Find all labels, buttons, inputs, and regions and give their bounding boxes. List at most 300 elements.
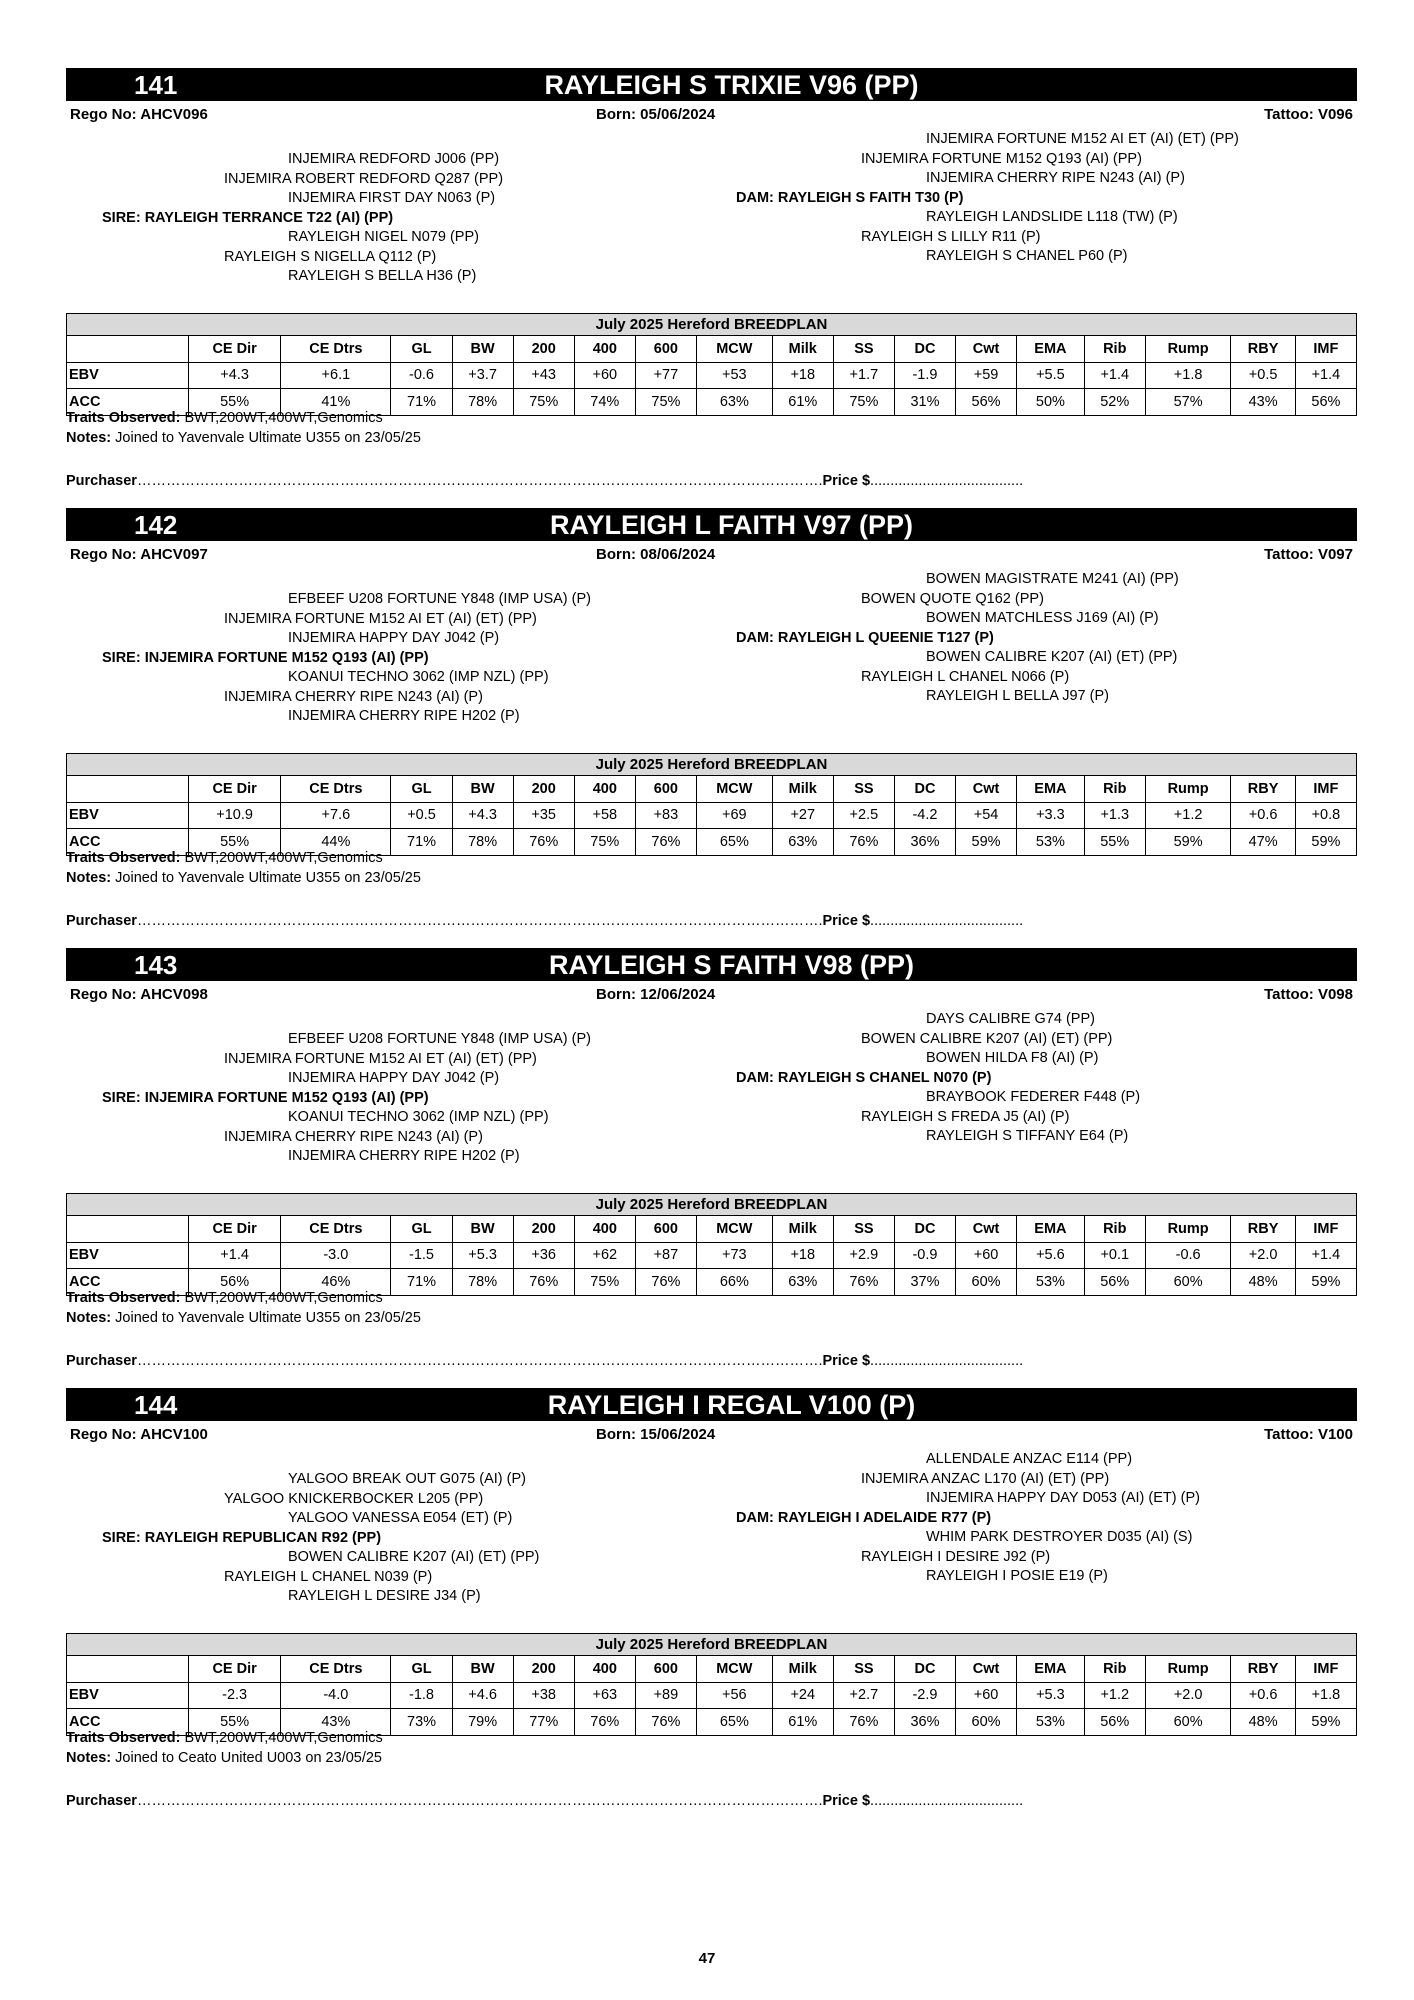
column-header: Cwt	[956, 1656, 1017, 1683]
ebv-cell: +35	[513, 802, 574, 829]
tattoo: Tattoo: V097	[1264, 546, 1353, 563]
dam-ancestor: RAYLEIGH S CHANEL P60 (P)	[926, 248, 1128, 264]
dam-pedigree	[736, 570, 1179, 707]
acc-cell: 50%	[1017, 389, 1085, 416]
column-header: Cwt	[956, 776, 1017, 803]
sire-ancestor: INJEMIRA CHERRY RIPE N243 (AI) (P)	[224, 688, 483, 705]
price-label: Price $	[822, 1793, 871, 1809]
sire-ancestor: RAYLEIGH S NIGELLA Q112 (P)	[224, 248, 437, 265]
column-header: MCW	[696, 776, 772, 803]
ebv-cell: +27	[772, 802, 833, 829]
header-blank	[67, 776, 189, 803]
purchaser-line	[66, 913, 1023, 929]
ebv-cell: +53	[696, 362, 772, 389]
dam-ancestor: BOWEN MATCHLESS J169 (AI) (P)	[926, 610, 1159, 626]
ebv-cell: +43	[513, 362, 574, 389]
ebv-row	[67, 802, 1357, 829]
ebv-cell: +0.6	[1231, 1682, 1295, 1709]
acc-cell: 59%	[1145, 829, 1231, 856]
ebv-cell: +1.3	[1084, 802, 1145, 829]
purchaser-label: Purchaser	[66, 473, 137, 489]
acc-cell: 76%	[513, 1269, 574, 1296]
notes-label: Notes:	[66, 1309, 112, 1326]
acc-cell: 56%	[189, 1269, 281, 1296]
acc-cell: 55%	[189, 829, 281, 856]
acc-cell: 71%	[391, 829, 452, 856]
sire-name: SIRE: RAYLEIGH REPUBLICAN R92 (PP)	[102, 1529, 382, 1546]
traits-notes	[66, 1289, 421, 1328]
acc-cell: 59%	[1295, 1709, 1356, 1736]
column-header: 400	[574, 1216, 635, 1243]
acc-cell: 53%	[1017, 829, 1085, 856]
ebv-label: EBV	[67, 802, 189, 829]
ebv-cell: +1.4	[189, 1242, 281, 1269]
purchaser-blank[interactable]: …………………………………………………………………………………………………………………………….	[136, 473, 823, 489]
ebv-cell: +5.5	[1017, 362, 1085, 389]
column-header: Rump	[1145, 1216, 1231, 1243]
acc-cell: 75%	[574, 829, 635, 856]
price-blank[interactable]: ......................................	[870, 1353, 1024, 1369]
acc-cell: 46%	[281, 1269, 391, 1296]
column-header: IMF	[1295, 336, 1356, 363]
acc-cell: 76%	[833, 1269, 894, 1296]
acc-cell: 79%	[452, 1709, 513, 1736]
ebv-cell: +63	[574, 1682, 635, 1709]
dam-name: DAM: RAYLEIGH S FAITH T30 (P)	[736, 189, 964, 206]
column-header: BW	[452, 776, 513, 803]
ebv-cell: +0.8	[1295, 802, 1356, 829]
ebv-cell: +58	[574, 802, 635, 829]
purchaser-blank[interactable]: …………………………………………………………………………………………………………………………….	[136, 1793, 823, 1809]
dam-ancestor: BOWEN CALIBRE K207 (AI) (ET) (PP)	[861, 1030, 1113, 1047]
acc-cell: 61%	[772, 1709, 833, 1736]
column-header: 600	[635, 776, 696, 803]
dam-ancestor: RAYLEIGH I DESIRE J92 (P)	[861, 1548, 1051, 1565]
ebv-cell: +2.0	[1231, 1242, 1295, 1269]
acc-cell: 78%	[452, 1269, 513, 1296]
traits-label: Traits Observed:	[66, 1730, 181, 1746]
column-header: RBY	[1231, 1216, 1295, 1243]
notes-value: Joined to Yavenvale Ultimate U355 on 23/05/25	[115, 869, 421, 886]
traits-notes	[66, 1729, 383, 1768]
ebv-cell: -1.9	[894, 362, 955, 389]
notes-value: Joined to Yavenvale Ultimate U355 on 23/05/25	[115, 429, 421, 446]
dam-ancestor: INJEMIRA FORTUNE M152 AI ET (AI) (ET) (PP)	[926, 131, 1239, 147]
acc-cell: 55%	[189, 1709, 281, 1736]
acc-cell: 76%	[635, 829, 696, 856]
acc-cell: 36%	[894, 829, 955, 856]
lot-header-bar	[66, 948, 1357, 981]
acc-cell: 76%	[635, 1269, 696, 1296]
ebv-cell: -0.6	[391, 362, 452, 389]
ebv-cell: +4.3	[189, 362, 281, 389]
acc-cell: 56%	[1084, 1269, 1145, 1296]
ebv-cell: +0.5	[1231, 362, 1295, 389]
ebv-label: EBV	[67, 1682, 189, 1709]
notes-line	[66, 869, 421, 889]
ebv-cell: +1.8	[1145, 362, 1231, 389]
acc-cell: 75%	[574, 1269, 635, 1296]
lot-block	[66, 948, 1357, 1386]
acc-cell: 48%	[1231, 1709, 1295, 1736]
sire-ancestor: RAYLEIGH L CHANEL N039 (P)	[224, 1568, 433, 1585]
acc-cell: 63%	[772, 829, 833, 856]
dam-pedigree	[736, 1450, 1200, 1587]
ebv-cell: +6.1	[281, 362, 391, 389]
traits-label: Traits Observed:	[66, 850, 181, 866]
purchaser-line	[66, 1353, 1023, 1369]
sire-pedigree	[102, 1470, 539, 1607]
breedplan-table	[66, 753, 1357, 856]
ebv-cell: +5.3	[452, 1242, 513, 1269]
column-header: 200	[513, 1656, 574, 1683]
column-header: MCW	[696, 1216, 772, 1243]
column-header: 400	[574, 1656, 635, 1683]
sire-ancestor: RAYLEIGH NIGEL N079 (PP)	[288, 229, 479, 245]
acc-cell: 78%	[452, 389, 513, 416]
column-header: 600	[635, 1656, 696, 1683]
column-header: 400	[574, 336, 635, 363]
column-header: CE Dtrs	[281, 1656, 391, 1683]
breedplan-table	[66, 1633, 1357, 1736]
acc-cell: 76%	[513, 829, 574, 856]
column-header: SS	[833, 336, 894, 363]
ebv-cell: +83	[635, 802, 696, 829]
ebv-cell: +7.6	[281, 802, 391, 829]
acc-label: ACC	[67, 829, 189, 856]
acc-cell: 76%	[574, 1709, 635, 1736]
column-header: SS	[833, 776, 894, 803]
ebv-cell: +1.2	[1145, 802, 1231, 829]
column-header: Rump	[1145, 1656, 1231, 1683]
column-header: EMA	[1017, 336, 1085, 363]
price-blank[interactable]: ......................................	[870, 913, 1024, 929]
acc-cell: 56%	[956, 389, 1017, 416]
table-title: July 2025 Hereford BREEDPLAN	[67, 1634, 1357, 1656]
dam-ancestor: RAYLEIGH I POSIE E19 (P)	[926, 1568, 1108, 1584]
acc-cell: 56%	[1084, 1709, 1145, 1736]
column-header: Rib	[1084, 336, 1145, 363]
column-header: Rump	[1145, 776, 1231, 803]
acc-cell: 37%	[894, 1269, 955, 1296]
traits-value: BWT,200WT,400WT,Genomics	[184, 850, 383, 866]
column-header: IMF	[1295, 1656, 1356, 1683]
purchaser-line	[66, 1793, 1023, 1809]
acc-cell: 31%	[894, 389, 955, 416]
notes-line	[66, 429, 421, 449]
column-header: SS	[833, 1216, 894, 1243]
lot-number: 141	[134, 70, 178, 100]
notes-label: Notes:	[66, 429, 112, 446]
ebv-cell: +2.9	[833, 1242, 894, 1269]
lot-number: 142	[134, 510, 178, 540]
ebv-cell: +4.6	[452, 1682, 513, 1709]
ebv-label: EBV	[67, 1242, 189, 1269]
ebv-cell: -1.5	[391, 1242, 452, 1269]
acc-cell: 78%	[452, 829, 513, 856]
page-number: 47	[698, 1950, 716, 1967]
traits-label: Traits Observed:	[66, 410, 181, 426]
acc-label: ACC	[67, 1709, 189, 1736]
ebv-cell: +1.2	[1084, 1682, 1145, 1709]
acc-cell: 57%	[1145, 389, 1231, 416]
column-header: GL	[391, 336, 452, 363]
column-header: GL	[391, 1216, 452, 1243]
column-header: Milk	[772, 776, 833, 803]
dam-ancestor: BRAYBOOK FEDERER F448 (P)	[926, 1089, 1141, 1105]
column-header: CE Dir	[189, 1656, 281, 1683]
animal-name: RAYLEIGH L FAITH V97 (PP)	[549, 510, 914, 540]
column-header: DC	[894, 336, 955, 363]
column-header: Milk	[772, 336, 833, 363]
acc-cell: 48%	[1231, 1269, 1295, 1296]
notes-label: Notes:	[66, 869, 112, 886]
traits-value: BWT,200WT,400WT,Genomics	[184, 1290, 383, 1306]
ebv-row	[67, 362, 1357, 389]
lot-header-bar	[66, 508, 1357, 541]
ebv-cell: +36	[513, 1242, 574, 1269]
dam-name: DAM: RAYLEIGH I ADELAIDE R77 (P)	[736, 1509, 992, 1526]
sire-ancestor: INJEMIRA REDFORD J006 (PP)	[288, 151, 500, 167]
notes-label: Notes:	[66, 1749, 112, 1766]
acc-cell: 60%	[956, 1269, 1017, 1296]
acc-cell: 59%	[1295, 1269, 1356, 1296]
acc-cell: 60%	[956, 1709, 1017, 1736]
sire-ancestor: INJEMIRA CHERRY RIPE H202 (P)	[288, 708, 520, 724]
ebv-cell: +62	[574, 1242, 635, 1269]
dam-ancestor: WHIM PARK DESTROYER D035 (AI) (S)	[926, 1529, 1193, 1545]
dam-ancestor: ALLENDALE ANZAC E114 (PP)	[926, 1451, 1133, 1467]
ebv-cell: +60	[574, 362, 635, 389]
rego-number: Rego No: AHCV100	[70, 1426, 208, 1443]
column-header: RBY	[1231, 336, 1295, 363]
notes-line	[66, 1749, 383, 1769]
acc-cell: 60%	[1145, 1709, 1231, 1736]
purchaser-label: Purchaser	[66, 1353, 137, 1369]
header-blank	[67, 336, 189, 363]
column-header: Rump	[1145, 336, 1231, 363]
column-header: 600	[635, 1216, 696, 1243]
lot-number: 143	[134, 950, 178, 980]
sire-ancestor: INJEMIRA ROBERT REDFORD Q287 (PP)	[224, 170, 504, 187]
lot-block	[66, 1388, 1357, 1826]
acc-cell: 59%	[956, 829, 1017, 856]
acc-cell: 63%	[772, 1269, 833, 1296]
acc-cell: 75%	[635, 389, 696, 416]
sire-ancestor: KOANUI TECHNO 3062 (IMP NZL) (PP)	[288, 1109, 549, 1125]
column-header: RBY	[1231, 776, 1295, 803]
tattoo: Tattoo: V098	[1264, 986, 1353, 1003]
acc-cell: 53%	[1017, 1269, 1085, 1296]
sire-ancestor: RAYLEIGH L DESIRE J34 (P)	[288, 1588, 481, 1604]
traits-line	[66, 849, 421, 869]
ebv-cell: +77	[635, 362, 696, 389]
acc-cell: 76%	[635, 1709, 696, 1736]
purchaser-label: Purchaser	[66, 913, 137, 929]
acc-label: ACC	[67, 1269, 189, 1296]
sire-ancestor: YALGOO KNICKERBOCKER L205 (PP)	[224, 1490, 484, 1507]
acc-cell: 75%	[513, 389, 574, 416]
column-header: BW	[452, 1216, 513, 1243]
column-header: Milk	[772, 1656, 833, 1683]
ebv-row	[67, 1242, 1357, 1269]
ebv-cell: +5.6	[1017, 1242, 1085, 1269]
notes-value: Joined to Ceato United U003 on 23/05/25	[115, 1749, 382, 1766]
ebv-cell: -4.2	[894, 802, 955, 829]
acc-cell: 61%	[772, 389, 833, 416]
acc-cell: 56%	[1295, 389, 1356, 416]
dam-ancestor: INJEMIRA HAPPY DAY D053 (AI) (ET) (P)	[926, 1490, 1200, 1506]
dam-ancestor: RAYLEIGH S LILLY R11 (P)	[861, 228, 1041, 245]
purchaser-blank[interactable]: …………………………………………………………………………………………………………………………….	[136, 1353, 823, 1369]
ebv-cell: +0.5	[391, 802, 452, 829]
column-header: Milk	[772, 1216, 833, 1243]
purchaser-line	[66, 473, 1023, 489]
dam-ancestor: RAYLEIGH L BELLA J97 (P)	[926, 688, 1109, 704]
ebv-cell: +10.9	[189, 802, 281, 829]
notes-line	[66, 1309, 421, 1329]
column-header: Cwt	[956, 1216, 1017, 1243]
acc-cell: 59%	[1295, 829, 1356, 856]
sire-ancestor: EFBEEF U208 FORTUNE Y848 (IMP USA) (P)	[288, 591, 591, 607]
ebv-cell: -3.0	[281, 1242, 391, 1269]
ebv-cell: -2.9	[894, 1682, 955, 1709]
column-header: BW	[452, 336, 513, 363]
ebv-cell: +5.3	[1017, 1682, 1085, 1709]
column-header: Rib	[1084, 776, 1145, 803]
acc-cell: 76%	[833, 1709, 894, 1736]
column-header: Rib	[1084, 1216, 1145, 1243]
column-header: EMA	[1017, 776, 1085, 803]
lot-header-bar	[66, 68, 1357, 101]
column-header: 200	[513, 1216, 574, 1243]
sire-pedigree	[102, 590, 591, 727]
column-header: CE Dtrs	[281, 336, 391, 363]
ebv-cell: +18	[772, 1242, 833, 1269]
ebv-cell: -4.0	[281, 1682, 391, 1709]
ebv-cell: +2.5	[833, 802, 894, 829]
column-header: CE Dtrs	[281, 1216, 391, 1243]
column-header: EMA	[1017, 1216, 1085, 1243]
sire-ancestor: BOWEN CALIBRE K207 (AI) (ET) (PP)	[288, 1549, 540, 1565]
acc-cell: 73%	[391, 1709, 452, 1736]
sire-name: SIRE: INJEMIRA FORTUNE M152 Q193 (AI) (PP)	[102, 1089, 429, 1106]
ebv-cell: +89	[635, 1682, 696, 1709]
column-header: Cwt	[956, 336, 1017, 363]
tattoo: Tattoo: V100	[1264, 1426, 1353, 1443]
sire-ancestor: INJEMIRA FORTUNE M152 AI ET (AI) (ET) (PP)	[224, 610, 537, 627]
column-header: 200	[513, 336, 574, 363]
traits-line	[66, 1289, 421, 1309]
sire-ancestor: KOANUI TECHNO 3062 (IMP NZL) (PP)	[288, 669, 549, 685]
sire-pedigree	[102, 1030, 591, 1167]
ebv-cell: -0.6	[1145, 1242, 1231, 1269]
acc-cell: 66%	[696, 1269, 772, 1296]
ebv-cell: +24	[772, 1682, 833, 1709]
ebv-label: EBV	[67, 362, 189, 389]
lot-block	[66, 68, 1357, 506]
sire-ancestor: INJEMIRA CHERRY RIPE N243 (AI) (P)	[224, 1128, 483, 1145]
dam-ancestor: INJEMIRA FORTUNE M152 Q193 (AI) (PP)	[861, 150, 1142, 167]
acc-cell: 76%	[833, 829, 894, 856]
price-blank[interactable]: ......................................	[870, 1793, 1024, 1809]
column-header: GL	[391, 776, 452, 803]
acc-cell: 55%	[189, 389, 281, 416]
dam-name: DAM: RAYLEIGH S CHANEL N070 (P)	[736, 1069, 992, 1086]
sire-ancestor: INJEMIRA FIRST DAY N063 (P)	[288, 190, 496, 206]
ebv-cell: -2.3	[189, 1682, 281, 1709]
purchaser-label: Purchaser	[66, 1793, 137, 1809]
column-header: Rib	[1084, 1656, 1145, 1683]
dam-ancestor: BOWEN CALIBRE K207 (AI) (ET) (PP)	[926, 649, 1178, 665]
dam-ancestor: RAYLEIGH S FREDA J5 (AI) (P)	[861, 1108, 1070, 1125]
ebv-cell: +18	[772, 362, 833, 389]
dam-pedigree	[736, 1010, 1140, 1147]
acc-cell: 75%	[833, 389, 894, 416]
purchaser-blank[interactable]: …………………………………………………………………………………………………………………………….	[136, 913, 823, 929]
ebv-cell: +4.3	[452, 802, 513, 829]
sire-ancestor: YALGOO VANESSA E054 (ET) (P)	[288, 1510, 513, 1526]
column-header: CE Dtrs	[281, 776, 391, 803]
ebv-cell: +0.6	[1231, 802, 1295, 829]
ebv-cell: +1.7	[833, 362, 894, 389]
acc-cell: 71%	[391, 1269, 452, 1296]
price-label: Price $	[822, 1353, 871, 1369]
rego-number: Rego No: AHCV096	[70, 106, 208, 123]
column-header: IMF	[1295, 776, 1356, 803]
dam-ancestor: INJEMIRA ANZAC L170 (AI) (ET) (PP)	[861, 1470, 1110, 1487]
sire-ancestor: INJEMIRA FORTUNE M152 AI ET (AI) (ET) (PP)	[224, 1050, 537, 1067]
dam-ancestor: DAYS CALIBRE G74 (PP)	[926, 1011, 1095, 1027]
traits-line	[66, 1729, 383, 1749]
ebv-row	[67, 1682, 1357, 1709]
column-header: CE Dir	[189, 776, 281, 803]
sire-name: SIRE: RAYLEIGH TERRANCE T22 (AI) (PP)	[102, 209, 394, 226]
column-header: DC	[894, 1656, 955, 1683]
notes-value: Joined to Yavenvale Ultimate U355 on 23/05/25	[115, 1309, 421, 1326]
rego-number: Rego No: AHCV097	[70, 546, 208, 563]
acc-cell: 43%	[281, 1709, 391, 1736]
sire-ancestor: RAYLEIGH S BELLA H36 (P)	[288, 268, 477, 284]
price-blank[interactable]: ......................................	[870, 473, 1024, 489]
sire-pedigree	[102, 150, 503, 287]
ebv-cell: +1.8	[1295, 1682, 1356, 1709]
table-title: July 2025 Hereford BREEDPLAN	[67, 1194, 1357, 1216]
lot-header-bar	[66, 1388, 1357, 1421]
acc-cell: 52%	[1084, 389, 1145, 416]
acc-cell: 55%	[1084, 829, 1145, 856]
lot-number: 144	[134, 1390, 178, 1420]
acc-cell: 47%	[1231, 829, 1295, 856]
animal-name: RAYLEIGH S TRIXIE V96 (PP)	[544, 70, 919, 100]
acc-cell: 43%	[1231, 389, 1295, 416]
sire-ancestor: INJEMIRA CHERRY RIPE H202 (P)	[288, 1148, 520, 1164]
ebv-cell: +69	[696, 802, 772, 829]
ebv-cell: +1.4	[1295, 1242, 1356, 1269]
sire-name: SIRE: INJEMIRA FORTUNE M152 Q193 (AI) (PP)	[102, 649, 429, 666]
ebv-cell: +1.4	[1084, 362, 1145, 389]
dam-ancestor: RAYLEIGH L CHANEL N066 (P)	[861, 668, 1070, 685]
column-header: SS	[833, 1656, 894, 1683]
column-header: 600	[635, 336, 696, 363]
sire-ancestor: YALGOO BREAK OUT G075 (AI) (P)	[288, 1471, 526, 1487]
dam-ancestor: BOWEN HILDA F8 (AI) (P)	[926, 1050, 1099, 1066]
dam-ancestor: RAYLEIGH LANDSLIDE L118 (TW) (P)	[926, 209, 1178, 225]
traits-value: BWT,200WT,400WT,Genomics	[184, 1730, 383, 1746]
dam-pedigree	[736, 130, 1239, 267]
rego-number: Rego No: AHCV098	[70, 986, 208, 1003]
ebv-cell: +3.3	[1017, 802, 1085, 829]
